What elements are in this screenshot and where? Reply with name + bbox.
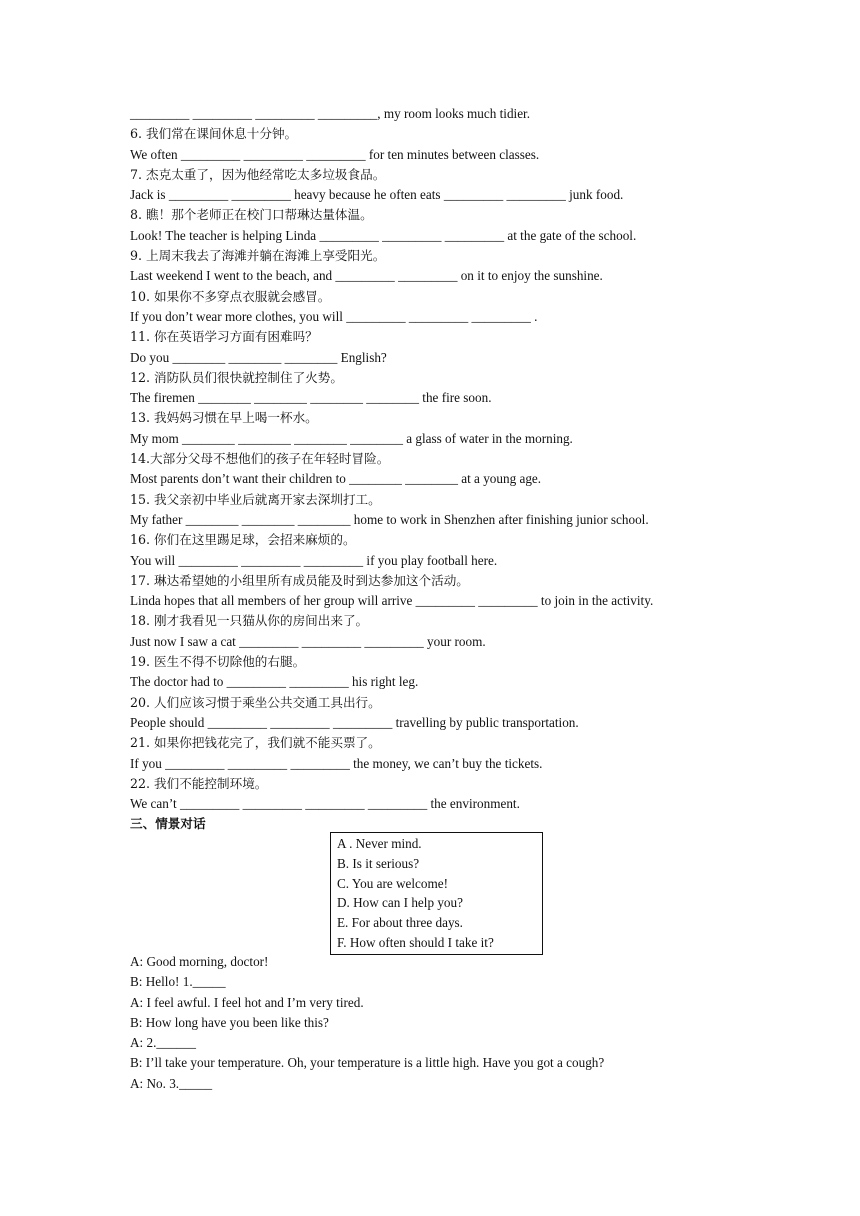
dialog-line: B: How long have you been like this?: [130, 1014, 329, 1030]
options-box: [330, 832, 543, 955]
dialog-line: B: Hello! 1._____: [130, 974, 226, 990]
section-heading: 三、情景对话: [130, 816, 206, 832]
option-f: F. How often should I take it?: [337, 934, 494, 950]
line-zh-14: 14.大部分父母不想他们的孩子在年轻时冒险。: [130, 451, 390, 467]
line-zh-11: 11. 你在英语学习方面有困难吗？: [130, 329, 318, 345]
line-en-12: The firemen ________ ________ ________ ________ the fire soon.: [130, 390, 492, 406]
line-en-5: _________ _________ _________ _________, my room looks much tidier.: [130, 106, 531, 121]
line-en-15: My father ________ ________ ________ home to work in Shenzhen after finishing junior school.: [130, 511, 649, 527]
line-en-14: Most parents don’t want their children to ________ ________ at a young age.: [130, 471, 542, 487]
dialog-line: A: Good morning, doctor!: [130, 954, 269, 969]
option-e: E. For about three days.: [337, 915, 463, 931]
line-zh-21: 21. 如果你把钱花完了，我们就不能买票了。: [130, 735, 381, 751]
exercise-lines: [130, 104, 730, 835]
line-en-11: Do you ________ ________ ________ English?: [130, 349, 387, 365]
line-zh-10: 10. 如果你不多穿点衣服就会感冒。: [130, 288, 331, 304]
line-zh-8: 8. 瞧！那个老师正在校门口帮琳达量体温。: [130, 207, 373, 223]
option-c: C. You are welcome!: [337, 875, 448, 891]
line-en-10: If you don’t wear more clothes, you will _________ _________ _________ .: [130, 308, 538, 324]
line-zh-12: 12. 消防队员们很快就控制住了火势。: [130, 369, 343, 385]
line-en-16: You will _________ _________ _________ if you play football here.: [130, 552, 498, 568]
line-en-21: If you _________ _________ _________ the money, we can’t buy the tickets.: [130, 755, 543, 771]
option-b: B. Is it serious?: [337, 855, 420, 871]
line-en-13: My mom ________ ________ ________ ________ a glass of water in the morning.: [130, 430, 573, 446]
line-en-6: We often _________ _________ _________ for ten minutes between classes.: [130, 146, 540, 162]
line-zh-22: 22. 我们不能控制环境。: [130, 775, 268, 791]
dialog: [130, 952, 750, 1094]
line-zh-9: 9. 上周末我去了海滩并躺在海滩上享受阳光。: [130, 248, 386, 264]
line-zh-17: 17. 琳达希望她的小组里所有成员能及时到达参加这个活动。: [130, 572, 469, 588]
line-en-22: We can’t _________ _________ _________ _________ the environment.: [130, 796, 520, 812]
dialog-line: B: I’ll take your temperature. Oh, your temperature is a little high. Have you got a cough?: [130, 1055, 605, 1071]
line-zh-20: 20. 人们应该习惯于乘坐公共交通工具出行。: [130, 694, 381, 710]
dialog-line: A: I feel awful. I feel hot and I’m very tired.: [130, 994, 364, 1010]
line-zh-19: 19. 医生不得不切除他的右腿。: [130, 654, 306, 670]
line-zh-13: 13. 我妈妈习惯在早上喝一杯水。: [130, 410, 318, 426]
line-en-20: People should _________ _________ _________ travelling by public transportation.: [130, 714, 579, 730]
line-zh-7: 7. 杰克太重了，因为他经常吃太多垃圾食品。: [130, 166, 386, 182]
line-zh-18: 18. 刚才我看见一只猫从你的房间出来了。: [130, 613, 369, 629]
dialog-line: A: No. 3._____: [130, 1075, 213, 1091]
line-en-7: Jack is _________ _________ heavy because he often eats _________ _________ junk food.: [130, 187, 624, 203]
line-en-8: Look! The teacher is helping Linda _________ _________ _________ at the gate of the school.: [130, 227, 637, 243]
option-a: A . Never mind.: [337, 836, 422, 851]
line-en-17: Linda hopes that all members of her group will arrive _________ _________ to join in the activity.: [130, 593, 654, 609]
line-zh-15: 15. 我父亲初中毕业后就离开家去深圳打工。: [130, 491, 381, 507]
line-en-9: Last weekend I went to the beach, and _________ _________ on it to enjoy the sunshine.: [130, 268, 603, 284]
dialog-line: A: 2.______: [130, 1035, 196, 1051]
line-zh-16: 16. 你们在这里踢足球，会招来麻烦的。: [130, 532, 356, 548]
option-d: D. How can I help you?: [337, 895, 463, 911]
line-zh-6: 6. 我们常在课间休息十分钟。: [130, 126, 298, 142]
line-en-18: Just now I saw a cat _________ _________ _________ your room.: [130, 633, 486, 649]
line-en-19: The doctor had to _________ _________ his right leg.: [130, 674, 419, 690]
